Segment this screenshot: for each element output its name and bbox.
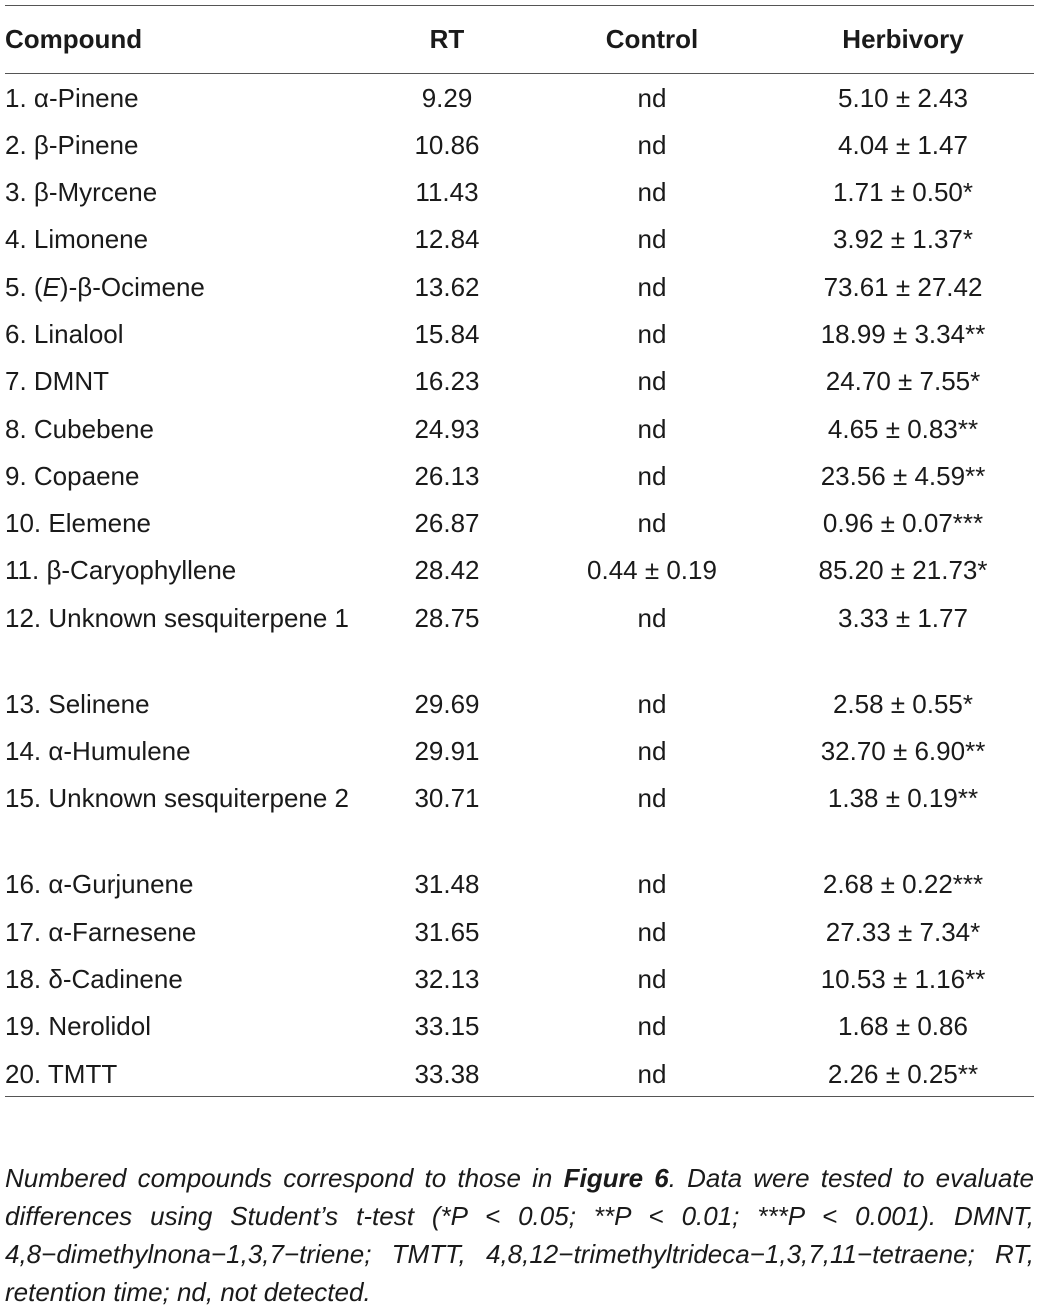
cell-compound: 14. α-Humulene <box>5 736 191 767</box>
cell-rt: 31.65 <box>414 916 480 947</box>
table-row <box>5 908 1034 955</box>
footnote-text-after: . Data were tested to evaluate differences using Student’s t-test (*P < 0.05; **P < 0.01; ***P < 0.001). DMNT, 4,8−dimethylnona−1,3,7−triene; TMTT, 4,8,12−trimethyltrideca−1,3,7,11−tetraene; RT, retention time; nd, not detected. <box>5 1163 1034 1307</box>
table-row <box>5 594 1034 680</box>
cell-herbivory: 2.58 ± 0.55* <box>832 688 974 719</box>
cell-compound: 5. (E)-β-Ocimene <box>5 271 205 302</box>
cell-compound: 13. Selinene <box>5 688 150 719</box>
cell-herbivory: 3.92 ± 1.37* <box>832 224 974 255</box>
cell-herbivory: 23.56 ± 4.59** <box>820 460 986 491</box>
header-row <box>5 6 1034 74</box>
cell-control: nd <box>637 224 667 255</box>
header-rt: RT <box>362 6 532 74</box>
header-control: Control <box>532 6 772 74</box>
cell-rt: 15.84 <box>414 318 480 349</box>
cell-compound: 6. Linalool <box>5 318 124 349</box>
cell-control: 0.44 ± 0.19 <box>587 555 717 586</box>
cell-compound: 2. β-Pinene <box>5 129 139 160</box>
cell-control: nd <box>637 688 667 719</box>
cell-rt: 11.43 <box>415 177 479 208</box>
cell-compound: 1. α-Pinene <box>5 83 139 113</box>
cell-control: nd <box>637 129 667 160</box>
table-row <box>5 310 1034 357</box>
cell-herbivory: 18.99 ± 3.34** <box>820 318 986 349</box>
cell-herbivory: 1.68 ± 0.86 <box>838 1011 968 1042</box>
cell-compound: 11. β-Caryophyllene <box>5 555 237 586</box>
cell-herbivory: 32.70 ± 6.90** <box>820 736 986 767</box>
cell-rt: 32.13 <box>414 963 480 994</box>
cell-rt: 26.87 <box>414 508 480 539</box>
cell-control: nd <box>637 413 667 444</box>
table-header <box>5 6 1034 74</box>
header-herbivory: Herbivory <box>772 6 1034 74</box>
cell-herbivory: 3.33 ± 1.77 <box>838 602 968 633</box>
cell-herbivory: 4.04 ± 1.47 <box>838 129 968 160</box>
cell-herbivory: 4.65 ± 0.83** <box>827 413 979 444</box>
cell-compound: 7. DMNT <box>5 366 109 397</box>
table-row <box>5 860 1034 907</box>
cell-control: nd <box>637 869 667 900</box>
cell-herbivory: 0.96 ± 0.07*** <box>822 508 984 539</box>
table-row <box>5 263 1034 310</box>
cell-compound: 18. δ-Cadinene <box>5 963 183 994</box>
cell-compound: 3. β-Myrcene <box>5 177 158 208</box>
cell-herbivory: 10.53 ± 1.16** <box>820 963 986 994</box>
cell-rt: 29.91 <box>414 736 480 767</box>
cell-herbivory: 1.38 ± 0.19** <box>827 783 979 814</box>
cell-control: nd <box>637 460 667 491</box>
cell-rt: 28.42 <box>414 555 480 586</box>
cell-rt: 30.71 <box>414 783 480 814</box>
cell-control: nd <box>637 916 667 947</box>
cell-rt: 10.86 <box>414 129 480 160</box>
volatile-compounds-table <box>5 5 1034 1097</box>
cell-compound: 16. α-Gurjunene <box>5 869 194 900</box>
cell-control: nd <box>637 366 667 397</box>
cell-control: nd <box>637 963 667 994</box>
cell-compound: 15. Unknown sesquiterpene 2 <box>5 783 350 814</box>
table-row <box>5 357 1034 404</box>
cell-herbivory: 5.10 ± 2.43 <box>838 83 968 113</box>
cell-herbivory: 85.20 ± 21.73* <box>818 555 988 586</box>
cell-compound: 19. Nerolidol <box>5 1011 151 1042</box>
footnote-text-before: Numbered compounds correspond to those in <box>5 1163 564 1193</box>
table-row <box>5 680 1034 727</box>
table-row <box>5 215 1034 262</box>
cell-control: nd <box>637 177 667 208</box>
table-footnote <box>5 1159 1034 1311</box>
table-row <box>5 727 1034 774</box>
cell-compound: 8. Cubebene <box>5 413 154 444</box>
table-row <box>5 1002 1034 1049</box>
cell-rt: 31.48 <box>414 869 480 900</box>
cell-control: nd <box>637 602 667 633</box>
cell-herbivory: 27.33 ± 7.34* <box>825 916 981 947</box>
cell-control: nd <box>637 83 667 113</box>
table-row <box>5 405 1034 452</box>
table-row <box>5 955 1034 1002</box>
cell-control: nd <box>637 1011 667 1042</box>
table-row <box>5 1050 1034 1097</box>
figure-reference[interactable]: Figure 6 <box>563 1163 669 1193</box>
table-row <box>5 499 1034 546</box>
cell-compound: 4. Limonene <box>5 224 149 255</box>
cell-rt: 24.93 <box>414 413 480 444</box>
cell-rt: 16.23 <box>414 366 480 397</box>
cell-control: nd <box>637 318 667 349</box>
table-row <box>5 168 1034 215</box>
cell-rt: 33.15 <box>414 1011 480 1042</box>
cell-compound: 12. Unknown sesquiterpene 1 <box>5 602 350 633</box>
cell-herbivory: 24.70 ± 7.55* <box>825 366 981 397</box>
table-row <box>5 774 1034 860</box>
cell-herbivory: 2.26 ± 0.25** <box>772 1050 1034 1097</box>
cell-control: nd <box>637 508 667 539</box>
cell-rt: 29.69 <box>414 688 480 719</box>
cell-herbivory: 73.61 ± 27.42 <box>823 271 983 302</box>
cell-control: nd <box>637 271 667 302</box>
table-row <box>5 121 1034 168</box>
cell-rt: 12.84 <box>414 224 480 255</box>
cell-compound: 20. TMTT <box>5 1050 362 1097</box>
table-row <box>5 452 1034 499</box>
header-compound: Compound <box>5 6 362 74</box>
cell-compound: 17. α-Farnesene <box>5 916 197 947</box>
cell-control: nd <box>532 1050 772 1097</box>
cell-control: nd <box>637 783 667 814</box>
cell-herbivory: 1.71 ± 0.50* <box>832 177 974 208</box>
table-body <box>5 74 1034 1097</box>
cell-compound: 9. Copaene <box>5 460 140 491</box>
table-row <box>5 74 1034 121</box>
cell-herbivory: 2.68 ± 0.22*** <box>822 869 984 900</box>
cell-rt: 26.13 <box>414 460 480 491</box>
table-row <box>5 546 1034 593</box>
cell-control: nd <box>637 736 667 767</box>
cell-rt: 33.38 <box>362 1050 532 1097</box>
cell-rt: 28.75 <box>414 602 480 633</box>
cell-rt: 9.29 <box>421 83 473 113</box>
cell-compound: 10. Elemene <box>5 508 151 539</box>
cell-rt: 13.62 <box>414 271 480 302</box>
